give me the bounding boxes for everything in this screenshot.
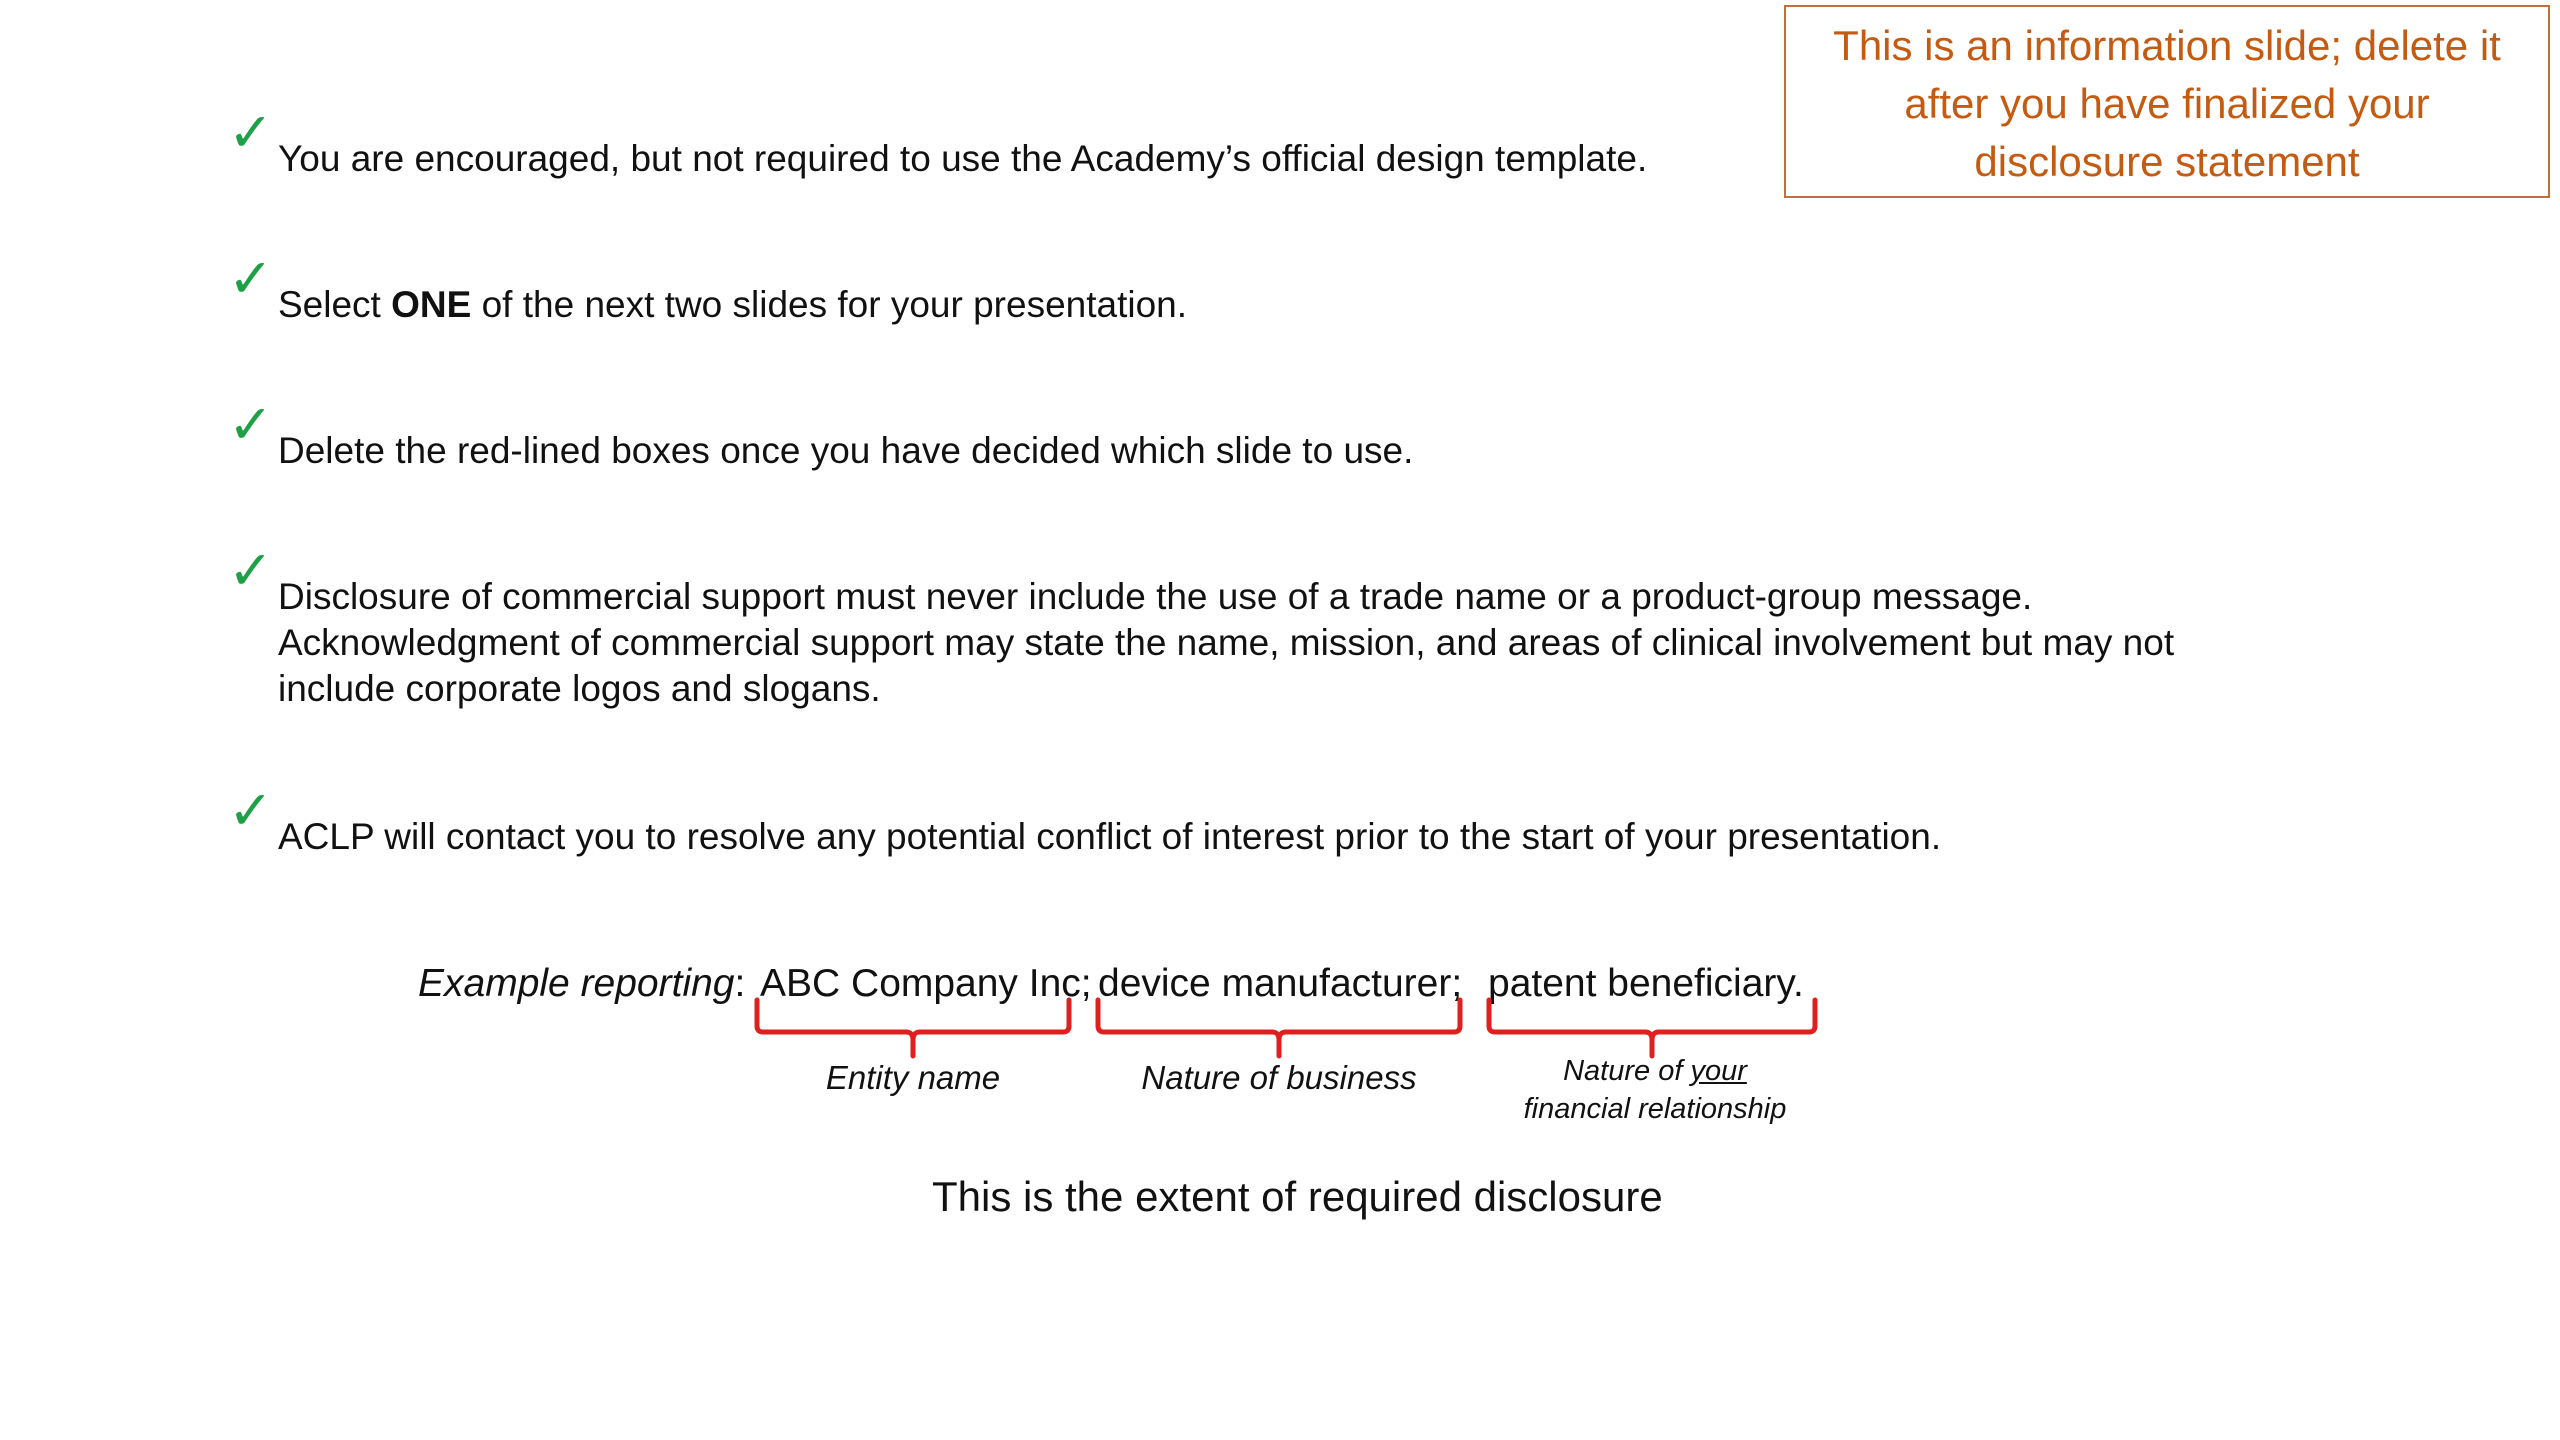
bullet-line: Delete the red-lined boxes once you have decided which slide to use. bbox=[278, 430, 1414, 471]
bullet-text bbox=[278, 574, 2174, 712]
information-note-box bbox=[1784, 5, 2550, 198]
caption-nature-of-business: Nature of business bbox=[1141, 1059, 1417, 1096]
extent-statement: This is the extent of required disclosure bbox=[932, 1173, 1663, 1220]
caption-relationship-line-2: financial relationship bbox=[1523, 1093, 1787, 1125]
bullet-text-bold: ONE bbox=[391, 284, 472, 325]
bullet-line: Disclosure of commercial support must never include the use of a trade name or a product-group message. bbox=[278, 576, 2033, 617]
bullet-line: include corporate logos and slogans. bbox=[278, 668, 881, 709]
checkmark-icon: ✓ bbox=[228, 247, 274, 310]
checkmark-icon: ✓ bbox=[228, 101, 274, 164]
example-relationship: patent beneficiary. bbox=[1488, 962, 1804, 1005]
info-line-3: disclosure statement bbox=[1974, 138, 2360, 185]
caption-relationship-underlined: your bbox=[1690, 1055, 1747, 1087]
checkmark-icon: ✓ bbox=[228, 539, 274, 602]
caption-relationship-line-1 bbox=[1500, 1052, 1810, 1090]
example-entity: ABC Company Inc; bbox=[760, 962, 1092, 1005]
example-reporting-line bbox=[418, 960, 745, 1008]
bracket-relationship bbox=[1489, 1000, 1815, 1056]
bullet-text-before: Select bbox=[278, 284, 392, 325]
bullet-text bbox=[278, 136, 1647, 182]
example-business: device manufacturer; bbox=[1098, 962, 1463, 1005]
bullet-line: ACLP will contact you to resolve any potential conflict of interest prior to the start of your presentation. bbox=[278, 816, 1942, 857]
caption-entity-name: Entity name bbox=[825, 1059, 1001, 1096]
example-label: Example reporting bbox=[418, 962, 735, 1005]
info-line-1: This is an information slide; delete it bbox=[1833, 22, 2501, 69]
checkmark-icon: ✓ bbox=[228, 393, 274, 456]
bullet-line: You are encouraged, but not required to use the Academy’s official design template. bbox=[278, 138, 1648, 179]
bullet-text bbox=[278, 282, 1187, 328]
bullet-text-after: of the next two slides for your presentation. bbox=[471, 284, 1188, 325]
bullet-text bbox=[278, 814, 1941, 860]
bracket-business bbox=[1098, 1000, 1460, 1056]
example-colon: : bbox=[734, 962, 746, 1005]
checkmark-icon: ✓ bbox=[228, 779, 274, 842]
caption-relationship-prefix: Nature of bbox=[1563, 1055, 1691, 1087]
caption-nature-of-relationship bbox=[1500, 1052, 1810, 1128]
bullet-line: Acknowledgment of commercial support may state the name, mission, and areas of clinical involvement but may not bbox=[278, 622, 2175, 663]
bullet-line bbox=[278, 282, 1187, 328]
bullet-text bbox=[278, 428, 1413, 474]
bracket-entity bbox=[757, 1000, 1069, 1056]
info-line-2: after you have finalized your bbox=[1904, 80, 2430, 127]
